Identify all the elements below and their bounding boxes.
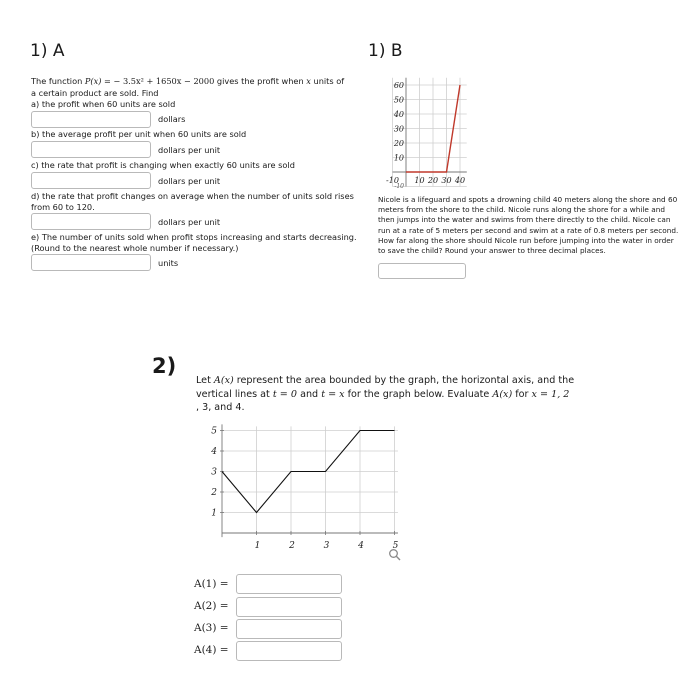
problem-1b-paragraph bbox=[378, 195, 678, 256]
paragraph-line: meters from the shore to the child. Nicole runs along the shore for a while and bbox=[378, 205, 665, 215]
variable-x: x bbox=[306, 76, 311, 86]
question-e-line2: (Round to the nearest whole number if necessary.) bbox=[31, 243, 239, 253]
graph-2-grid bbox=[220, 424, 398, 537]
paragraph-line: then jumps into the water and swims from there directly to the child. Nicole can bbox=[378, 215, 671, 225]
x-tick-label: 30 bbox=[441, 176, 452, 185]
p2-math-Ax: A(x) bbox=[492, 388, 513, 400]
p2-text-line3: , 3, and 4. bbox=[196, 402, 245, 413]
unit-d: dollars per unit bbox=[158, 217, 221, 227]
answer-A2-input[interactable] bbox=[236, 597, 342, 617]
problem-2-text bbox=[196, 374, 575, 415]
p2-math-Ax: A(x) bbox=[213, 375, 234, 386]
graph-1b-tick-labels bbox=[386, 81, 465, 190]
unit-b: dollars per unit bbox=[158, 145, 221, 155]
p2-text: for the graph below. Evaluate bbox=[347, 388, 490, 400]
p2-text: for bbox=[515, 388, 529, 400]
answer-d-input[interactable] bbox=[31, 213, 151, 230]
question-c: c) the rate that profit is changing when exactly 60 units are sold bbox=[31, 160, 295, 170]
answer-label-A2: A(2) = bbox=[194, 600, 229, 612]
p2-text: Let bbox=[196, 375, 211, 386]
question-d-line2: from 60 to 120. bbox=[31, 202, 95, 212]
p2-math-xeq: x = 1, 2 bbox=[531, 388, 570, 400]
y-tick-label: 30 bbox=[393, 124, 404, 134]
problem-1b-graph bbox=[372, 72, 496, 190]
question-a: a) the profit when 60 units are sold bbox=[31, 99, 176, 109]
problem-1a-heading: 1) A bbox=[30, 41, 65, 61]
x-tick-label: 4 bbox=[358, 541, 364, 551]
zoom-magnifier-icon[interactable] bbox=[388, 548, 402, 562]
answer-1b-input[interactable] bbox=[378, 263, 466, 279]
paragraph-line: Nicole is a lifeguard and spots a drowning child 40 meters along the shore and 60 bbox=[378, 195, 678, 204]
y-tick-label: 1 bbox=[211, 508, 217, 519]
p2-math-tx: t = x bbox=[321, 388, 345, 400]
y-tick-label: 10 bbox=[393, 153, 404, 163]
answer-A3-input[interactable] bbox=[236, 619, 342, 639]
intro-text: units of bbox=[313, 76, 345, 86]
graph-2-tick-labels bbox=[210, 427, 398, 552]
problem-1a-intro-line1 bbox=[31, 76, 344, 87]
paragraph-line: to save the child? Round your answer to three decimal places. bbox=[378, 246, 606, 256]
paragraph-line: run at a rate of 5 meters per second and swim at a rate of 0.8 meters per second. bbox=[378, 225, 679, 235]
answer-A4-input[interactable] bbox=[236, 641, 342, 661]
unit-c: dollars per unit bbox=[158, 176, 221, 186]
x-tick-label: 5 bbox=[392, 541, 399, 551]
answer-e-input[interactable] bbox=[31, 254, 151, 271]
p2-text: represent the area bounded by the graph, the horizontal axis, and the bbox=[236, 375, 575, 386]
x-tick-label: 40 bbox=[454, 176, 466, 185]
answer-label-A3: A(3) = bbox=[194, 622, 229, 634]
function-expression: = − 3.5x² + 1650x − 2000 bbox=[104, 76, 215, 86]
answer-label-A1: A(1) = bbox=[194, 578, 229, 590]
question-b: b) the average profit per unit when 60 units are sold bbox=[31, 129, 247, 139]
y-tick-label: 60 bbox=[393, 81, 404, 90]
problem-1b-heading: 1) B bbox=[368, 41, 403, 61]
function-name: P(x) bbox=[84, 76, 102, 86]
answer-c-input[interactable] bbox=[31, 172, 151, 189]
y-tick-label: 5 bbox=[211, 426, 217, 437]
answer-A1-input[interactable] bbox=[236, 574, 342, 594]
y-tick-label-bottom: -10 bbox=[394, 183, 404, 190]
intro-text: The function bbox=[31, 76, 83, 86]
x-tick-label: 1 bbox=[254, 541, 261, 551]
answer-b-input[interactable] bbox=[31, 141, 151, 158]
x-tick-label: -10 bbox=[386, 176, 399, 185]
question-e-line1: e) The number of units sold when profit stops increasing and starts decreasing. bbox=[31, 232, 357, 242]
intro-text: gives the profit when bbox=[216, 76, 304, 86]
problem-2-heading: 2) bbox=[152, 354, 177, 378]
answer-a-input[interactable] bbox=[31, 111, 151, 128]
y-tick-label: 50 bbox=[393, 95, 404, 105]
paragraph-line: How far along the shore should Nicole run before jumping into the water in order bbox=[378, 235, 674, 245]
y-tick-label: 2 bbox=[211, 488, 217, 498]
y-tick-label: 3 bbox=[211, 467, 217, 478]
y-tick-label: 40 bbox=[393, 110, 404, 119]
answer-label-A4: A(4) = bbox=[194, 644, 229, 656]
x-tick-label: 2 bbox=[289, 541, 295, 551]
x-tick-label: 20 bbox=[427, 176, 439, 185]
y-tick-label: 20 bbox=[393, 139, 404, 148]
y-tick-label: 4 bbox=[211, 447, 217, 457]
x-tick-label: 3 bbox=[323, 541, 330, 551]
unit-a: dollars bbox=[158, 114, 186, 124]
p2-text: and bbox=[300, 388, 319, 400]
p2-math-t0: t = 0 bbox=[272, 388, 297, 400]
x-tick-label: 10 bbox=[414, 176, 425, 185]
unit-e: units bbox=[158, 258, 179, 268]
problem-1a-intro-line2: a certain product are sold. Find bbox=[31, 88, 159, 98]
p2-text: vertical lines at bbox=[196, 388, 270, 400]
problem-2-graph bbox=[200, 420, 410, 565]
question-d-line1: d) the rate that profit changes on average when the number of units sold rises bbox=[31, 191, 354, 201]
